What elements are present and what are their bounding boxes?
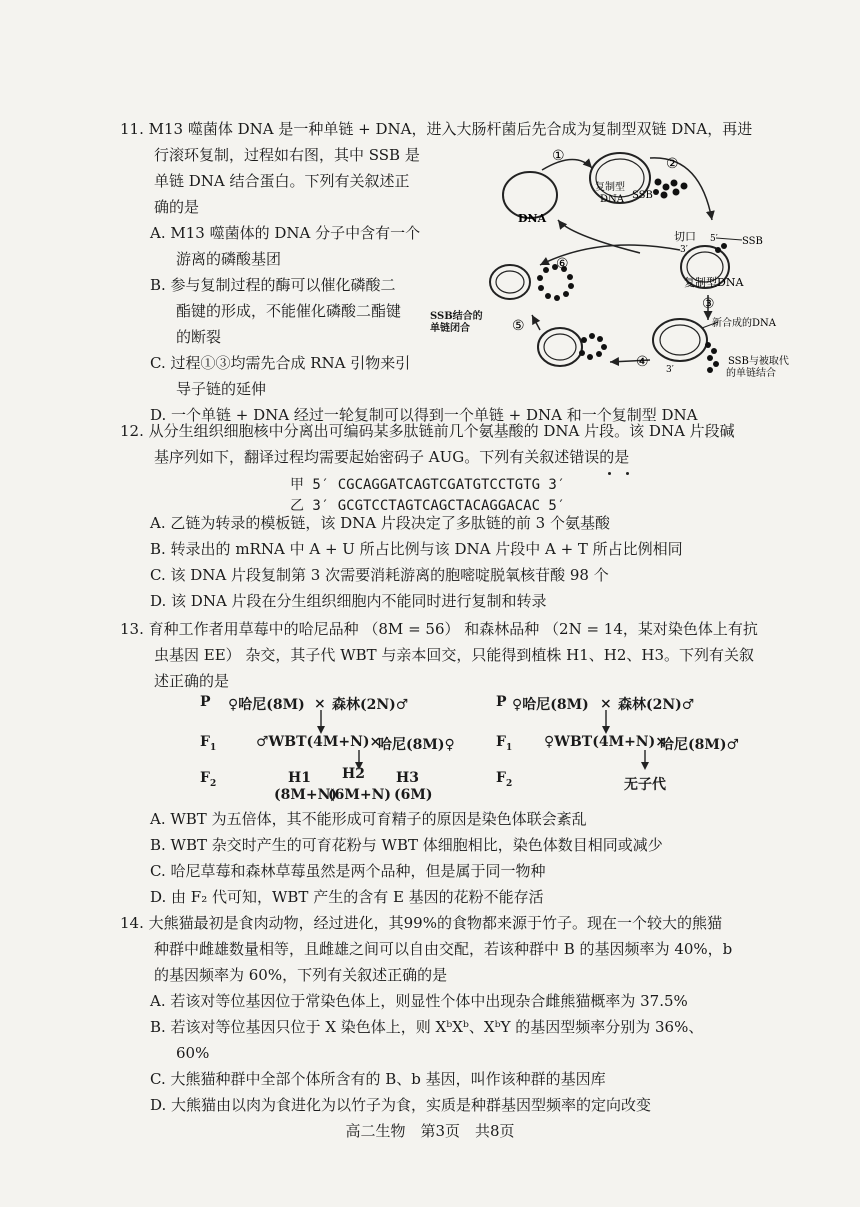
q14-option-b-line1: B. 若该对等位基因只位于 X 染色体上，则 XᵇXᵇ、XᵇY 的基因型频率分别为 36%、	[150, 1018, 704, 1036]
step3-label: ③	[702, 296, 715, 312]
ssb-dots-top	[653, 179, 688, 199]
left-f1-female: 哈尼(8M)♀	[378, 737, 455, 753]
ssb-dots-loop	[579, 333, 607, 360]
cross-diagram-right	[490, 690, 770, 800]
q14-option-a: A. 若该对等位基因位于常染色体上，则显性个体中出现杂合雌熊猫概率为 37.5%	[150, 992, 688, 1010]
q11-option-b-line3: 的断裂	[176, 328, 222, 346]
q12-option-c: C. 该 DNA 片段复制第 3 次需要消耗游离的胞嘧啶脱氧核苷酸 98 个	[150, 566, 609, 584]
ssb-close-text2: 单链闭合	[430, 323, 470, 334]
right-p-female: ♀哈尼(8M)	[512, 697, 589, 713]
ssb-top-label: SSB	[632, 190, 653, 201]
left-f1-male: ♂WBT(4M+N)×	[256, 734, 382, 750]
step1-label: ①	[552, 148, 565, 164]
new-chain-label: 新合成的DNA	[712, 318, 776, 329]
cut-3prime: 3′	[680, 245, 688, 255]
right-p-label: P	[496, 694, 507, 710]
q13-option-c: C. 哈尼草莓和森林草莓虽然是两个品种，但是属于同一物种	[150, 862, 546, 880]
q11-option-b-line2: 酯键的形成，不能催化磷酸二酯键	[176, 302, 402, 320]
q14-option-b-line2: 60%	[176, 1044, 210, 1062]
q13-option-d: D. 由 F₂ 代可知，WBT 产生的含有 E 基因的花粉不能存活	[150, 888, 544, 906]
left-h1-value: (8M+N)	[274, 787, 338, 803]
q12-stem-line1: 12. 从分生组织细胞核中分离出可编码某多肽链前几个氨基酸的 DNA 片段。该 DNA 片段碱	[120, 422, 735, 440]
q11-stem-line4: 确的是	[154, 198, 200, 216]
prime3-lower: 3′	[666, 365, 674, 375]
q14-stem-line1: 14. 大熊猫最初是食肉动物，经过进化，其99%的食物都来源于竹子。现在一个较大的熊猫	[120, 914, 722, 932]
cross-diagram-left	[190, 690, 470, 810]
left-h2-value: (6M+N)	[328, 787, 392, 803]
step2-label: ②	[666, 156, 679, 172]
q11-stem-line1: 11. M13 噬菌体 DNA 是一种单链 + DNA，进入大肠杆菌后先合成为复制型双链 DNA，再进	[120, 120, 753, 138]
left-h2: H2	[342, 766, 365, 782]
step4-label: ④	[636, 354, 649, 370]
cut-5prime: 5′	[710, 234, 718, 244]
ssb-close-text1: SSB结合的	[430, 311, 483, 322]
q11-option-d: D. 一个单链 + DNA 经过一轮复制可以得到一个单链 + DNA 和一个复制型 DNA	[150, 406, 698, 424]
rf-top-label2: DNA	[600, 194, 624, 205]
q11-option-b-line1: B. 参与复制过程的酶可以催化磷酸二	[150, 276, 396, 294]
q12-option-a: A. 乙链为转录的模板链，该 DNA 片段决定了多肽链的前 3 个氨基酸	[150, 514, 610, 532]
q12-option-d: D. 该 DNA 片段在分生组织细胞内不能同时进行复制和转录	[150, 592, 547, 610]
left-f2-label: $F_2$	[200, 770, 217, 789]
right-f1-label: $F_1$	[496, 734, 513, 753]
q11-option-c-line1: C. 过程①③均需先合成 RNA 引物来引	[150, 354, 411, 372]
q11-option-a-line2: 游离的磷酸基团	[176, 250, 282, 268]
left-h3-value: (6M)	[394, 787, 433, 803]
left-cross: ×	[314, 696, 326, 712]
step5-label: ⑤	[512, 318, 525, 334]
left-h3: H3	[396, 770, 419, 786]
page-footer: 高二生物 第3页 共8页	[345, 1122, 515, 1140]
left-p-label: P	[200, 694, 211, 710]
ssb-right-label: SSB	[742, 236, 763, 247]
step6-label: ⑥	[556, 256, 569, 272]
q14-stem-line2: 种群中雌雄数量相等，且雌雄之间可以自由交配，若该种群中 B 的基因频率为 40%，b	[154, 940, 733, 958]
q13-stem-line3: 述正确的是	[154, 672, 230, 690]
rf-top-label1: 复制型	[595, 182, 625, 193]
right-no-offspring: 无子代	[624, 777, 666, 793]
rolling-circle-diagram	[480, 140, 800, 395]
ssb-dots-lower	[705, 342, 719, 373]
q11-option-a-line1: A. M13 噬菌体的 DNA 分子中含有一个	[150, 224, 421, 242]
dna-label: DNA	[518, 212, 547, 225]
left-h1: H1	[288, 770, 311, 786]
q11-stem-line3: 单链 DNA 结合蛋白。下列有关叙述正	[154, 172, 410, 190]
right-f2-label: $F_2$	[496, 770, 513, 789]
right-f1-female: ♀WBT(4M+N)×	[544, 734, 667, 750]
q13-stem-line2: 虫基因 EE） 杂交，其子代 WBT 与亲本回交，只能得到植株 H1、H2、H3。下列有关叙	[154, 646, 755, 664]
q14-option-d: D. 大熊猫由以肉为食进化为以竹子为食，实质是种群基因型频率的定向改变	[150, 1096, 652, 1114]
q14-option-c: C. 大熊猫种群中全部个体所含有的 B、b 基因，叫作该种群的基因库	[150, 1070, 606, 1088]
q11-option-c-line2: 导子链的延伸	[176, 380, 267, 398]
rf-right-label: 复制型DNA	[684, 276, 744, 289]
right-p-male: 森林(2N)♂	[618, 697, 695, 713]
cut-label: 切口	[674, 230, 696, 243]
q13-option-b: B. WBT 杂交时产生的可育花粉与 WBT 体细胞相比，染色体数目相同或减少	[150, 836, 663, 854]
q11-stem-line2: 行滚环复制，过程如右图，其中 SSB 是	[154, 146, 420, 164]
ssb-bind-label2: 的单链结合	[726, 368, 776, 379]
dna-strand-yi: 乙 3′ GCGTCCTAGTCAGCTACAGGACAC 5′	[290, 498, 566, 514]
right-f1-male: 哈尼(8M)♂	[660, 737, 740, 753]
left-f1-label: $F_1$	[200, 734, 217, 753]
q12-option-b: B. 转录出的 mRNA 中 A + U 所占比例与该 DNA 片段中 A + T 所占比例相同	[150, 540, 683, 558]
q13-stem-line1: 13. 育种工作者用草莓中的哈尼品种 （8M = 56） 和森林品种 （2N = 14，某对染色体上有抗	[120, 620, 758, 638]
right-cross: ×	[600, 696, 612, 712]
q12-stem-line2: 基序列如下，翻译过程均需要起始密码子 AUG。下列有关叙述错误的是	[154, 448, 630, 466]
left-p-female: ♀哈尼(8M)	[228, 697, 305, 713]
dna-strand-jia: 甲 5′ CGCAGGATCAGTCGATGTCCTGTG 3′	[290, 477, 566, 493]
left-p-male: 森林(2N)♂	[332, 697, 409, 713]
q14-stem-line3: 的基因频率为 60%，下列有关叙述正确的是	[154, 966, 448, 984]
ssb-bind-label1: SSB与被取代	[728, 356, 789, 367]
q13-option-a: A. WBT 为五倍体，其不能形成可育精子的原因是染色体联会紊乱	[150, 810, 587, 828]
